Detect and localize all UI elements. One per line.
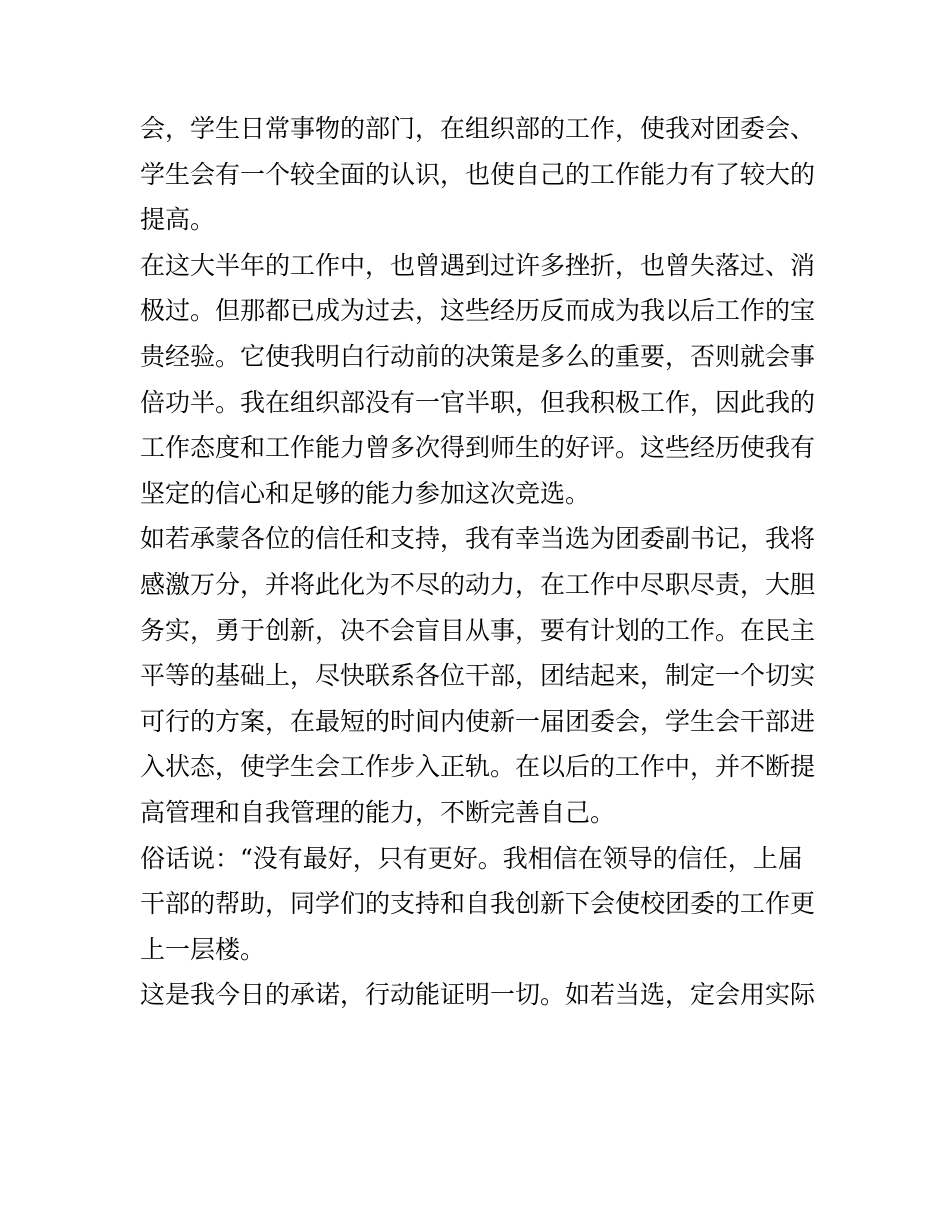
text-line: 会，学生日常事物的部门，在组织部的工作，使我对团委会、 xyxy=(140,114,816,143)
text-line: 高管理和自我管理的能力，不断完善自己。 xyxy=(140,797,616,827)
text-line: 入状态，使学生会工作步入正轨。在以后的工作中，并不断提 xyxy=(140,752,816,782)
text-line: 可行的方案，在最短的时间内使新一届团委会，学生会干部进 xyxy=(140,706,816,736)
text-line: 上一层楼。 xyxy=(140,934,266,964)
paragraph-4 xyxy=(140,836,820,973)
text-line: 务实，勇于创新，决不会盲目从事，要有计划的工作。在民主 xyxy=(140,615,816,645)
text-line: 提高。 xyxy=(140,205,216,235)
text-line: 极过。但那都已成为过去，这些经历反而成为我以后工作的宝 xyxy=(140,296,816,326)
text-line: 贵经验。它使我明白行动前的决策是多么的重要，否则就会事 xyxy=(140,341,816,371)
text-line: 坚定的信心和足够的能力参加这次竞选。 xyxy=(140,478,591,508)
text-line: 在这大半年的工作中，也曾遇到过许多挫折，也曾失落过、消 xyxy=(140,250,816,280)
document-body xyxy=(140,106,820,1018)
text-line: 学生会有一个较全面的认识，也使自己的工作能力有了较大的 xyxy=(140,159,816,189)
text-line: 感激万分，并将此化为不尽的动力，在工作中尽职尽责，大胆 xyxy=(140,569,816,599)
paragraph-3 xyxy=(140,516,820,835)
text-line: 俗话说：“没有最好，只有更好。我相信在领导的信任，上届 xyxy=(140,843,803,873)
text-line: 倍功半。我在组织部没有一官半职，但我积极工作，因此我的 xyxy=(140,387,816,417)
paragraph-5 xyxy=(140,972,820,1018)
text-line: 如若承蒙各位的信任和支持，我有幸当选为团委副书记，我将 xyxy=(140,524,816,554)
text-line: 这是我今日的承诺，行动能证明一切。如若当选，定会用实际 xyxy=(140,980,816,1010)
paragraph-1 xyxy=(140,106,820,243)
text-line: 工作态度和工作能力曾多次得到师生的好评。这些经历使我有 xyxy=(140,433,816,463)
paragraph-2 xyxy=(140,243,820,517)
text-line: 干部的帮助，同学们的支持和自我创新下会使校团委的工作更 xyxy=(140,889,816,919)
text-line: 平等的基础上，尽快联系各位干部，团结起来，制定一个切实 xyxy=(140,661,816,691)
